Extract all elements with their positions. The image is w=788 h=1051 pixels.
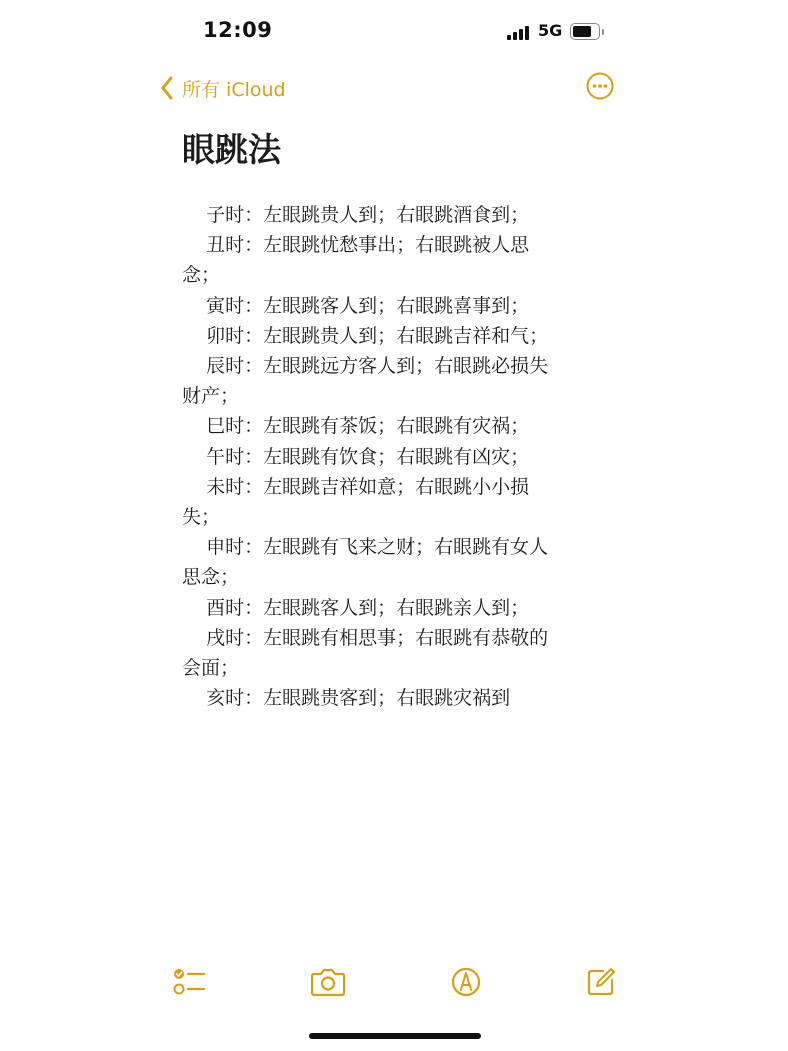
note-body[interactable] [182,200,612,713]
note-line: 未时：左眼跳吉祥如意；右眼跳小小损 [182,475,530,498]
note-line: 财产； [182,385,240,408]
markup-pen-icon[interactable] [444,960,488,1004]
note-title[interactable]: 眼跳法 [182,130,281,169]
cellular-signal-icon [507,24,532,40]
note-line: 戌时：左眼跳有相思事；右眼跳有恭敬的 [182,626,549,649]
camera-icon[interactable] [306,960,350,1004]
note-line: 寅时：左眼跳客人到；右眼跳喜事到； [182,294,530,317]
note-line: 亥时：左眼跳贵客到；右眼跳灾祸到 [182,687,511,710]
note-line: 念； [182,264,221,287]
checklist-icon[interactable] [167,960,211,1004]
note-line: 卯时：左眼跳贵人到；右眼跳吉祥和气； [182,324,549,347]
battery-icon [570,23,604,40]
note-line: 酉时：左眼跳客人到；右眼跳亲人到； [182,596,530,619]
note-line: 思念； [182,566,240,589]
home-indicator[interactable] [309,1033,481,1039]
ellipsis-circle-icon[interactable] [586,72,614,100]
network-type: 5G [538,21,563,40]
note-line: 申时：左眼跳有飞来之财；右眼跳有女人 [182,536,549,559]
note-line: 失； [182,506,221,529]
chevron-left-icon [160,76,174,100]
back-button[interactable] [160,72,286,104]
note-line: 子时：左眼跳贵人到；右眼跳酒食到； [182,204,530,226]
compose-icon[interactable] [579,960,623,1004]
note-line: 午时：左眼跳有饮食；右眼跳有凶灾； [182,445,530,468]
note-line: 丑时：左眼跳忧愁事出；右眼跳被人思 [182,234,530,257]
status-bar [0,0,788,64]
note-line: 辰时：左眼跳远方客人到；右眼跳必损失 [182,355,549,378]
note-line: 巳时：左眼跳有茶饭；右眼跳有灾祸； [182,415,530,438]
status-time: 12:09 [203,18,273,42]
navigation-bar [0,64,788,114]
bottom-toolbar [0,960,788,1004]
note-line: 会面； [182,657,240,680]
back-label: 所有 iCloud [182,78,286,101]
